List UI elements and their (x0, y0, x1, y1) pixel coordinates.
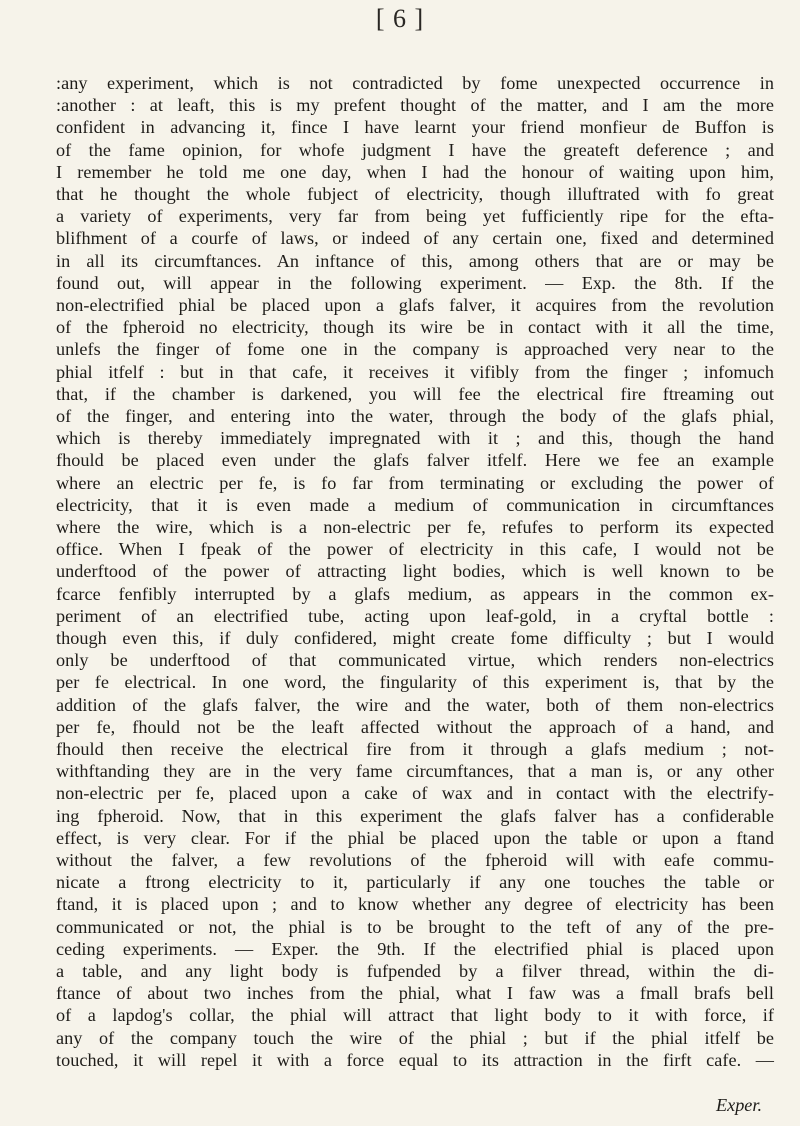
text-line: I remember he told me one day, when I had the honour of waiting upon him, (56, 161, 774, 182)
text-line: where an electric per fe, is fo far from terminating or excluding the power of (56, 472, 774, 493)
text-line: of the fame opinion, for whofe judgment I have the greateft deference ; and (56, 139, 774, 160)
text-line: non-electrified phial be placed upon a glafs falver, it acquires from the revolution (56, 295, 774, 315)
text-line: ftance of about two inches from the phial, what I faw was a fmall brafs bell (56, 983, 774, 1004)
text-line: communicated or not, the phial is to be brought to the teft of any of the pre- (56, 916, 774, 937)
text-line: found out, will appear in the following experiment. — Exp. the 8th. If the (56, 272, 774, 293)
text-line: of the fpheroid no electricity, though its wire be in contact with it all the time, (56, 317, 774, 338)
text-line: :another : at leaft, this is my prefent thought of the matter, and I am the more (56, 95, 774, 116)
text-line: unlefs the finger of fome one in the company is approached very near to the (56, 339, 774, 360)
text-line: :any experiment, which is not contradicted by fome unexpected occurrence in (56, 73, 774, 93)
text-line: fhould be placed even under the glafs falver itfelf. Here we fee an example (56, 450, 774, 471)
text-line: addition of the glafs falver, the wire and the water, both of them non-electrics (56, 694, 774, 715)
text-line: underftood of the power of attracting light bodies, which is well known to be (56, 561, 774, 582)
text-line: touched, it will repel it with a force equal to its attraction in the firft cafe. — (56, 1049, 774, 1070)
text-line: any of the company touch the wire of the phial ; but if the phial itfelf be (56, 1027, 774, 1048)
text-line: of a lapdog's collar, the phial will attract that light body to it with force, if (56, 1005, 774, 1026)
text-line: ing fpheroid. Now, that in this experiment the glafs falver has a confiderable (56, 805, 774, 826)
text-line: a variety of experiments, very far from being yet fufficiently ripe for the efta- (56, 206, 774, 227)
text-line: electricity, that it is even made a medium of communication in circumftances (56, 494, 774, 515)
text-line: of the finger, and entering into the water, through the body of the glafs phial, (56, 406, 774, 426)
text-line: where the wire, which is a non-electric per fe, refufes to perform its expected (56, 517, 774, 537)
text-line: non-electric per fe, placed upon a cake of wax and in contact with the electrify- (56, 783, 774, 804)
text-line: per fe, fhould not be the leaft affected without the approach of a hand, and (56, 716, 774, 737)
page-number: [ 6 ] (375, 4, 425, 33)
text-line: only be underftood of that communicated virtue, which renders non-electrics (56, 650, 774, 671)
text-line: fhould then receive the electrical fire from it through a glafs medium ; not- (56, 739, 774, 759)
text-line: in all its circumftances. An inftance of this, among others that are or may be (56, 250, 774, 271)
text-line: that he thought the whole fubject of electricity, though illuftrated with fo great (56, 184, 774, 204)
catchword: Exper. (716, 1095, 762, 1115)
text-line: fcarce fenfibly interrupted by a glafs medium, as appears in the common ex- (56, 583, 774, 604)
text-line: nicate a ftrong electricity to it, particularly if any one touches the table or (56, 872, 774, 893)
text-line: which is thereby immediately impregnated with it ; and this, though the hand (56, 428, 774, 449)
text-line: periment of an electrified tube, acting upon leaf-gold, in a cryftal bottle : (56, 605, 774, 626)
text-line: without the falver, a few revolutions of the fpheroid will with eafe commu- (56, 850, 774, 870)
text-line: per fe electrical. In one word, the fingularity of this experiment is, that by the (56, 672, 774, 693)
text-line: though even this, if duly confidered, might create fome difficulty ; but I would (56, 628, 774, 648)
text-line: a table, and any light body is fufpended by a filver thread, within the di- (56, 961, 774, 981)
text-line: ftand, it is placed upon ; and to know whether any degree of electricity has been (56, 894, 774, 915)
text-line: withftanding they are in the very fame circumftances, that a man is, or any other (56, 761, 774, 782)
text-line: that, if the chamber is darkened, you will fee the electrical fire ftreaming out (56, 383, 774, 404)
text-line: ceding experiments. — Exper. the 9th. If the electrified phial is placed upon (56, 938, 774, 959)
text-line: office. When I fpeak of the power of electricity in this cafe, I would not be (56, 539, 774, 560)
text-line: blifhment of a courfe of laws, or indeed of any certain one, fixed and determined (56, 228, 774, 249)
text-line: confident in advancing it, fince I have learnt your friend monfieur de Buffon is (56, 117, 774, 138)
text-line: phial itfelf : but in that cafe, it receives it vifibly from the finger ; infomuch (56, 361, 774, 382)
text-line: effect, is very clear. For if the phial be placed upon the table or upon a ftand (56, 827, 774, 848)
